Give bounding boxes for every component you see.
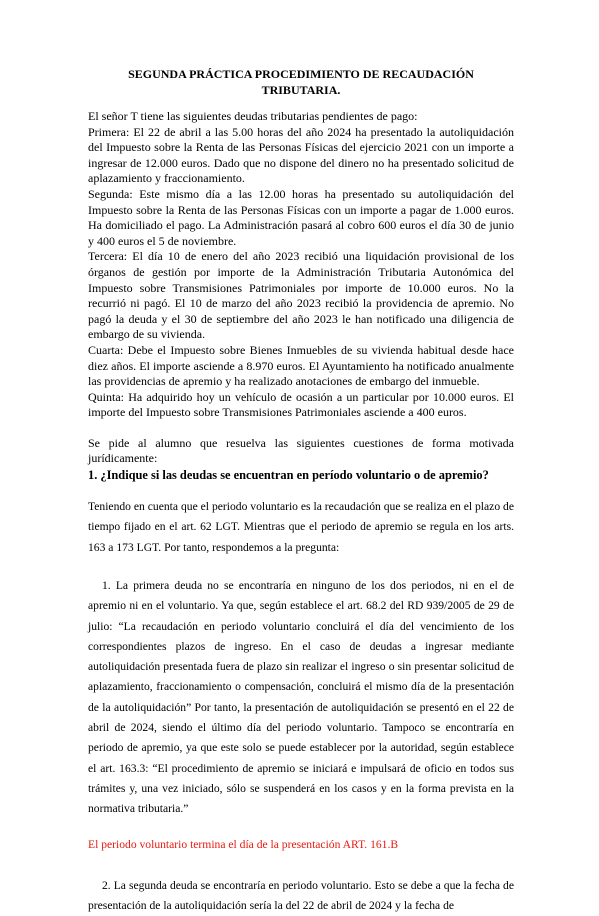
debt-tercera: Tercera: El día 10 de enero del año 2023 recibió una liquidación provisional de los órganos de gestión por importe de la Administración Tributaria Autonómica del Impuesto sobre Transmisiones Patrimoniales por importe de 10.000 euros. No la recurrió ni pagó. El 10 de marzo del año 2023 recibió la providencia de apremio. No pagó la deuda y el 30 de septiembre del año 2023 le han notificado una diligencia de embargo de su vivienda.	[88, 249, 514, 342]
debt-segunda: Segunda: Este mismo día a las 12.00 horas ha presentado su autoliquidación del Impuesto sobre la Renta de las Personas Físicas con un importe a pagar de 1.000 euros. Ha domiciliado el pago. La Administración pasará al cobro 600 euros el día 30 de junio y 400 euros el 5 de noviembre.	[88, 186, 514, 248]
task-statement: Se pide al alumno que resuelva las siguientes cuestiones de forma motivada jurídicamente:	[88, 435, 514, 466]
debt-cuarta: Cuarta: Debe el Impuesto sobre Bienes Inmuebles de su vivienda habitual desde hace diez años. El importe asciende a 8.970 euros. El Ayuntamiento ha notificado anualmente las providencias de apremio y ha realizado anotaciones de embargo del inmueble.	[88, 342, 514, 389]
answer-intro: Teniendo en cuenta que el periodo voluntario es la recaudación que se realiza en el plazo de tiempo fijado en el art. 62 LGT. Mientras que el periodo de apremio se regula en los arts. 163 a 173 LGT. Por tanto, respondemos a la pregunta:	[88, 500, 514, 554]
answer-item-1: 1. La primera deuda no se encontraría en ninguno de los dos periodos, ni en el de apremio ni en el voluntario. Ya que, según establece el art. 68.2 del RD 939/2005 de 29 de julio: “La recaudación en periodo voluntario concluirá el día del vencimiento de los correspondientes plazos de ingreso. En el caso de deudas a ingresar mediante autoliquidación presentada fuera de plazo sin realizar el ingreso o sin presentar solicitud de aplazamiento, fraccionamiento o compensación, concluirá el mismo día de la presentación de la autoliquidación” Por tanto, la presentación de autoliquidación se presentó en el 22 de abril de 2024, siendo el último día del periodo voluntario. Tampoco se encontraría en periodo de apremio, ya que este solo se puede establecer por la autoridad, según establece el art. 163.3: “El procedimiento de apremio se iniciará e impulsará de oficio en todos sus trámites y, una vez iniciado, sólo se suspenderá en los casos y en la forma prevista en la normativa tributaria.”	[88, 578, 514, 816]
statement-intro: El señor T tiene las siguientes deudas tributarias pendientes de pago:	[88, 109, 418, 123]
title-line-1: SEGUNDA PRÁCTICA PROCEDIMIENTO DE RECAUDACIÓN	[128, 67, 474, 81]
teacher-note: El periodo voluntario termina el día de la presentación ART. 161.B	[88, 837, 399, 851]
answer-section	[88, 483, 514, 916]
document-title	[88, 66, 514, 98]
answer-item-2: 2. La segunda deuda se encontraría en periodo voluntario. Esto se debe a que la fecha de presentación de la autoliquidación sería la del 22 de abril de 2024 y la fecha de	[88, 878, 514, 913]
title-line-2: TRIBUTARIA.	[261, 83, 341, 97]
problem-statement	[88, 109, 514, 467]
debt-primera: Primera: El 22 de abril a las 5.00 horas del año 2024 ha presentado la autoliquidación del Impuesto sobre la Renta de las Personas Físicas del ejercicio 2021 con un importe a ingresar de 12.000 euros. Dado que no dispone del dinero no ha presentado solicitud de aplazamiento y fraccionamiento.	[88, 124, 514, 186]
spacer	[88, 421, 514, 436]
debt-quinta: Quinta: Ha adquirido hoy un vehículo de ocasión a un particular por 10.000 euros. El importe del Impuesto sobre Transmisiones Patrimoniales asciende a 400 euros.	[88, 389, 514, 420]
question-1: 1. ¿Indique si las deudas se encuentran en período voluntario o de apremio?	[88, 468, 489, 483]
